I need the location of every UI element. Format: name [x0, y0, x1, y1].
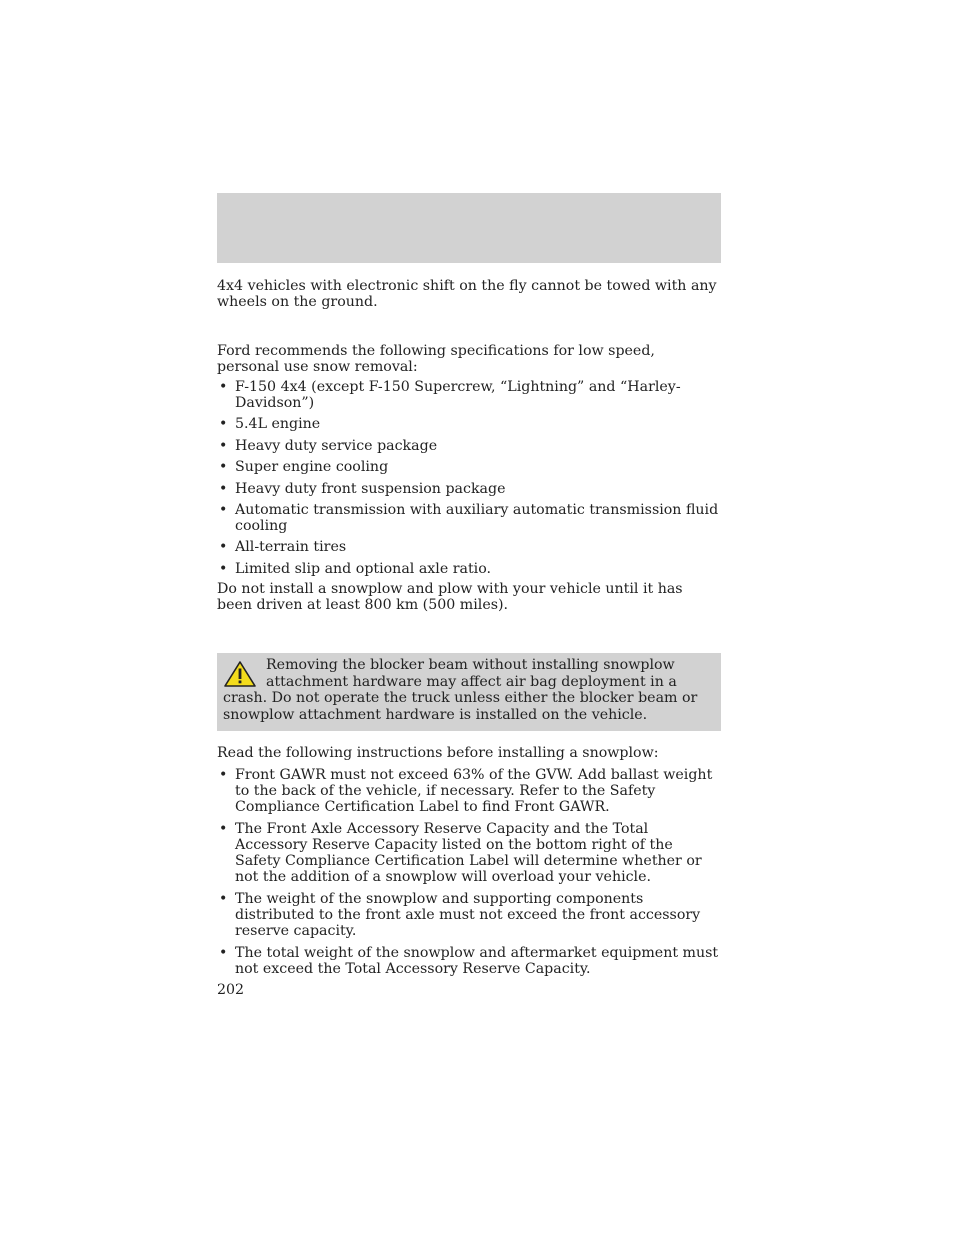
bullet-icon: • — [219, 379, 228, 395]
break-in-note: Do not install a snowplow and plow with your vehicle until it has been driven at least 800 km (500 miles). — [217, 581, 683, 613]
instructions-intro: Read the following instructions before installing a snowplow: — [217, 745, 659, 761]
list-item: • Limited slip and optional axle ratio. — [219, 560, 492, 577]
bullet-icon: • — [219, 459, 228, 476]
snow-removal-intro: Ford recommends the following specifications for low speed, personal use snow removal: — [217, 343, 655, 375]
list-item: • Automatic transmission with auxiliary automatic transmission fluid cooling — [219, 501, 719, 534]
snow-removal-spec-list — [217, 379, 721, 582]
list-item: • The total weight of the snowplow and aftermarket equipment must not exceed the Total Accessory Reserve Capacity. — [219, 945, 719, 977]
list-item: • Heavy duty front suspension package — [219, 480, 506, 497]
list-item: • All-terrain tires — [219, 539, 347, 556]
bullet-icon: • — [219, 416, 228, 433]
list-item: • 5.4L engine — [219, 416, 321, 433]
icon-spacer — [223, 657, 266, 689]
bullet-icon: • — [219, 539, 228, 556]
bullet-icon: • — [219, 821, 228, 837]
list-item: • Super engine cooling — [219, 459, 389, 476]
list-item: • The weight of the snowplow and supporting components distributed to the front axle must not exceed the front accessory reserve capacity. — [219, 891, 701, 939]
bullet-icon: • — [219, 891, 228, 907]
warning-text-block — [223, 657, 715, 723]
list-item: • F-150 4x4 (except F-150 Supercrew, “Lightning” and “Harley-Davidson”) — [219, 379, 681, 411]
bullet-icon: • — [219, 945, 228, 961]
list-item: • Heavy duty service package — [219, 437, 438, 454]
warning-box — [217, 653, 721, 731]
page-number: 202 — [217, 982, 245, 998]
section-header-band — [217, 193, 721, 263]
install-instructions-list — [217, 767, 721, 983]
list-item: • The Front Axle Accessory Reserve Capacity and the Total Accessory Reserve Capacity listed on the bottom right of the Safety Compliance Certification Label will determine whether or not the addition of a snowplow will overload your vehicle. — [219, 821, 702, 885]
towing-note: 4x4 vehicles with electronic shift on the fly cannot be towed with any wheels on the ground. — [217, 278, 717, 310]
warning-text: Removing the blocker beam without installing snowplow attachment hardware may affect air bag deployment in a crash. Do not operate the truck unless either the blocker beam or snowplow attachment hardware is installed on the vehicle. — [223, 657, 698, 723]
bullet-icon: • — [219, 560, 228, 577]
bullet-icon: • — [219, 767, 228, 783]
bullet-icon: • — [219, 437, 228, 454]
bullet-icon: • — [219, 501, 228, 518]
list-item: • Front GAWR must not exceed 63% of the GVW. Add ballast weight to the back of the vehicle, if necessary. Refer to the Safety Compliance Certification Label to find Front GAWR. — [219, 767, 713, 815]
bullet-icon: • — [219, 480, 228, 497]
